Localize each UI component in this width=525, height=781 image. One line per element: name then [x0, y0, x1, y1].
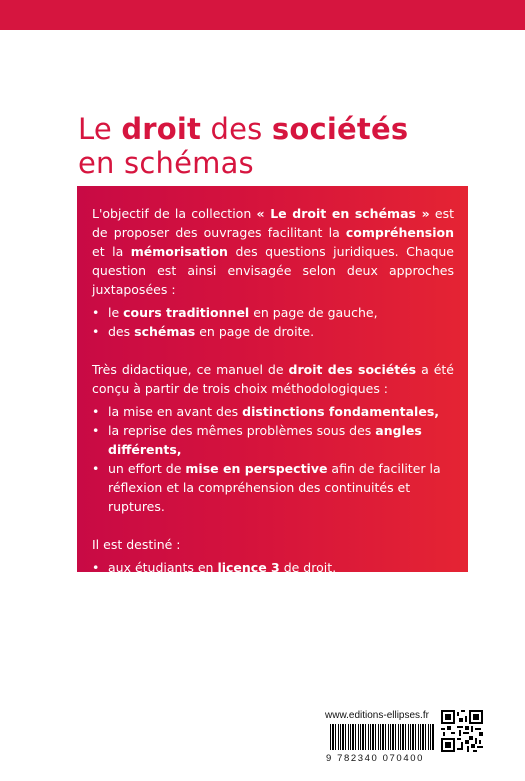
list-item	[92, 402, 454, 421]
title-line-1	[78, 112, 408, 146]
bullet-icon: •	[92, 598, 100, 613]
emphasis-text: droit des sociétés	[288, 362, 417, 377]
bullet-icon: •	[92, 579, 100, 594]
body-text: le	[108, 305, 124, 320]
body-text: .	[238, 636, 243, 651]
list-item	[92, 322, 454, 341]
body-text: des questions juridiques. Chaque question est ainsi envisagée selon deux approches juxtaposées :	[92, 244, 454, 297]
title-bold: sociétés	[271, 112, 409, 146]
title-bold: droit	[121, 112, 202, 146]
emphasis-text: cours traditionnel	[123, 305, 250, 320]
bullet-icon: •	[92, 305, 100, 320]
body-text: aux candidats aux concours d'accès au	[108, 598, 358, 613]
body-text: L'objectif de la collection	[92, 206, 257, 221]
emphasis-text: angles différents,	[108, 423, 422, 457]
title-text: Le	[78, 112, 122, 146]
emphasis-text: licence 3	[217, 560, 280, 575]
methods-list	[92, 402, 454, 516]
body-text: aux étudiants en	[108, 560, 218, 575]
title-line-2: en schémas	[78, 146, 254, 180]
body-text: en page de droite.	[195, 324, 315, 339]
emphasis-text: ENM	[114, 617, 147, 632]
body-text: Très didactique, ce manuel de	[92, 362, 289, 377]
body-text: la reprise des mêmes problèmes sous des	[108, 423, 376, 438]
approaches-list	[92, 303, 454, 341]
body-text: afin de faciliter la réflexion et la compréhension des continuités et ruptures.	[108, 461, 441, 514]
isbn-barcode	[330, 724, 434, 750]
audience-intro: Il est destiné :	[92, 537, 181, 552]
list-item	[92, 577, 454, 596]
qr-code-icon	[441, 710, 483, 752]
body-text: de droit,	[279, 560, 337, 575]
body-text: est de proposer des ouvrages facilitant la	[92, 206, 455, 240]
body-text: , et à l'	[108, 598, 435, 632]
list-item	[92, 634, 454, 653]
body-text: la mise en avant des	[108, 404, 243, 419]
bullet-icon: •	[92, 404, 100, 419]
top-color-band	[0, 0, 525, 30]
list-item	[92, 421, 454, 459]
emphasis-text: distinctions fondamentales,	[242, 404, 440, 419]
body-text: aux élèves des	[108, 579, 206, 594]
body-text: des	[108, 324, 135, 339]
body-text: et la	[92, 244, 131, 259]
audience-list	[92, 558, 454, 653]
body-text: ,	[348, 579, 353, 594]
emphasis-text: CRFPA	[357, 598, 403, 613]
list-item	[92, 558, 454, 577]
list-item	[92, 303, 454, 322]
emphasis-text: écoles de commerce	[205, 579, 349, 594]
bullet-icon: •	[92, 636, 100, 651]
body-text: a été conçu à partir de trois choix méthodologiques :	[92, 362, 454, 396]
emphasis-text: mémorisation	[130, 244, 228, 259]
bullet-icon: •	[92, 423, 100, 438]
body-text: en page de gauche,	[249, 305, 378, 320]
emphasis-text: professionnels	[134, 636, 239, 651]
isbn-number: 9 782340 070400	[326, 753, 424, 764]
publisher-website: www.editions-ellipses.fr	[325, 710, 429, 721]
spacer	[92, 516, 454, 535]
emphasis-text: compréhension	[345, 225, 454, 240]
emphasis-text: schémas	[134, 324, 196, 339]
bullet-icon: •	[92, 324, 100, 339]
title-text: des	[201, 112, 272, 146]
spacer	[92, 341, 454, 360]
bullet-icon: •	[92, 560, 100, 575]
intro-paragraph	[92, 204, 454, 299]
description-panel	[77, 186, 468, 651]
list-item	[92, 596, 454, 634]
bullet-icon: •	[92, 461, 100, 476]
emphasis-text: « Le droit en schémas »	[256, 206, 430, 221]
book-title	[78, 112, 408, 180]
emphasis-text: mise en perspective	[185, 461, 328, 476]
body-text: un effort de	[108, 461, 186, 476]
list-item	[92, 459, 454, 516]
body-text: ,	[146, 617, 151, 632]
body-text: aux	[108, 636, 135, 651]
method-paragraph	[92, 360, 454, 398]
